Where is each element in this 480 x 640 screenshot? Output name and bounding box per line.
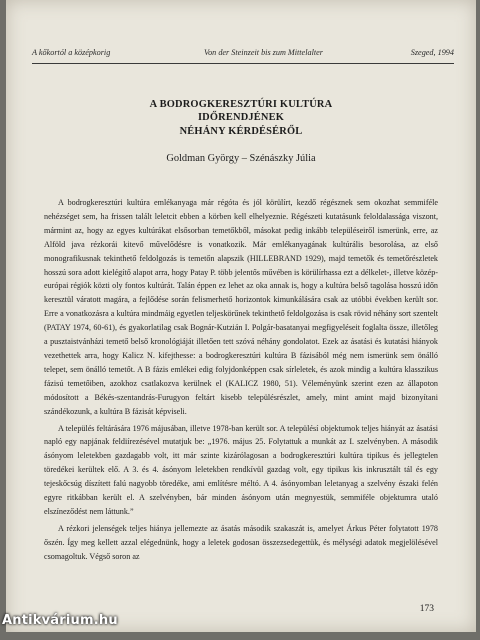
article-title <box>46 98 436 138</box>
title-line: NÉHÁNY KÉRDÉSÉRŐL <box>179 125 303 137</box>
header-rule <box>32 63 454 64</box>
body-paragraph: A település feltárására 1976 májusában, illetve 1978-ban került sor. A településí objektumok teljes hiányát az ásatási napló egy napjának feldiírezésével mutatjuk be: „1976. május 25. Folytattuk a munkát az I. szelvényben. A második ásónyom leletekben gazdagabb volt, itt már szinte kizárólagosan a bodrogkeresztúri kultúra tipikus és jellegtelen töredékei kerültek elő. A 3. és 4. ásónyom leletekben rendkívül gazdag volt, egy tipikus kis inkrusztált tál és egy tejeskőcsúg díszített falú nagyobb töredéke, ami említésre méltó. A 4. ásónyomban leletanyag a szelvény északi felén egyre ritkábban került el. A szelvényben, bár minden ásónyom után megnyestük, semmiféle objektumra utaló elszíneződést nem láttunk.” <box>44 423 438 516</box>
page-number: 173 <box>419 604 434 614</box>
watermark-logo: Antikvárium.hu <box>2 613 118 628</box>
body-paragraph: A rézkori jelenségek teljes hiánya jellemezte az ásatás második szakaszát is, amelyet Árkus Péter folytatott 1978 őszén. Így meg kellett azzal elégednünk, hogy a leletek godosan összezsedegettük, és mélységi adatok megjelölésével csomagoltuk. Végső soron az <box>44 523 438 561</box>
title-line: A BODROGKERESZTÚRI KULTÚRA <box>149 99 333 110</box>
article-authors: Goldman György – Szénászky Júlia <box>166 153 316 164</box>
body-paragraph: A bodrogkeresztúri kultúra emlékanyaga már régóta és jól körülírt, kezdő régésznek sem okozhat semmiféle nehézséget sem, ha frissen talált leletcit ebben a körben kell elhelyeznie. Régészeti kutatásunk feloldalassága viszont, mármint az, hogy az egyes kultúrákat elsősorban temetőkből, másokat pedig inkább településeiről ismerünk, erre, az Alföld java rézkorái kitevő művelődésre is vonatkozik. Már emlékanyagának kultúrális besorolása, az első monografikusnak tekinthető feldolgozás is temetőn alapszik (HILLEBRAND 1929), majd temetők és temetőrészletek hosszú sora adott kielégítő alapot arra, hogy Patay P. több jelentős művében is körülírhassa ezt a délkelet-, illetve közép-európai régiók közti oly fontos kultúrát. Talán éppen ez lehet az oka annak is, hogy a kultúra belső tagolása hosszú időn keresztül váratott magára, a fejlődése során felismerhető horizontok kimunkálására csak az utóbbi években került sor. Erre a vonatkozásra a kultúra mindmáig egyetlen teljeskörűnek tekinthető feldolgozása is csak rövid néhány sort szentelt (PATAY 1974, 60-61), és gyakorlatilag csak Bognár-Kutzián I. Polgár-basatanyai megfigyeléseit foglalta össze, illetőleg a pusztaistvánházi temető belső kronológiáját illetően tett szóvá néhány gondolatot. Ezek az ásatási és kutatási hiányok vezethettek arra, hogy Kalicz N. kifejthesse: a bodrogkeresztúri kultúra B fázisából még nem ismerünk sem önálló telepet, sem önálló temetőt. A B fázis emlékei edig folyjdonképpen csak sírleletek, és azok mindig a kultúra klasszikus fázisú temetőiben, azokhoz csatlakozva kerülnek el (KALICZ 1980, 51). Véleményünk szerint ezen az állapoton módosított a Békés-szentandrás-Furugyon feltárt kisebb településrészlet, amely, mint amint majd bizonyítani szándékozunk, a kultúra B fázisát képviseli. <box>44 198 438 416</box>
place-year: Szeged, 1994 <box>410 48 454 57</box>
series-title-hungarian: A kőkortól a középkorig <box>32 48 111 57</box>
title-line: IDŐRENDJÉNEK <box>197 112 285 124</box>
book-page <box>6 0 476 632</box>
article-body <box>44 196 438 564</box>
series-title-german: Von der Steinzeit bis zum Mittelalter <box>204 48 323 57</box>
